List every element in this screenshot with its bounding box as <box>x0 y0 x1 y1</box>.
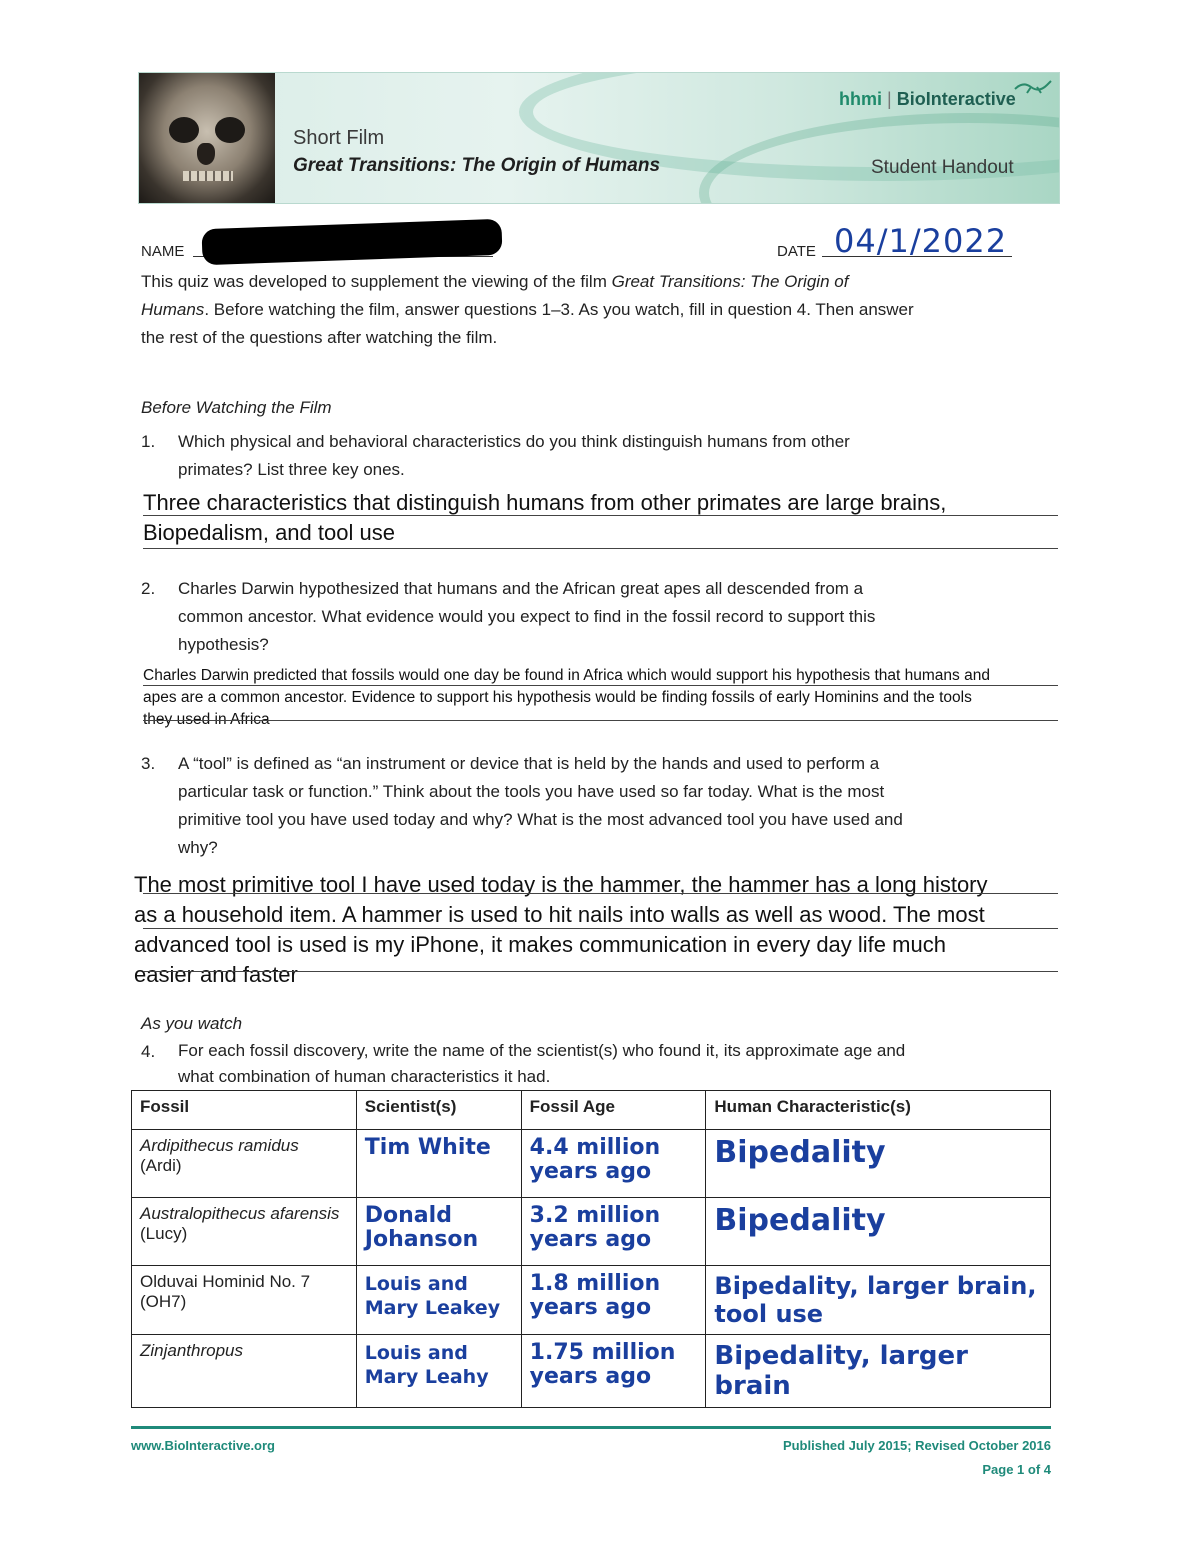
footer-url[interactable]: www.BioInteractive.org <box>131 1438 275 1453</box>
page-number: Page 1 of 4 <box>982 1462 1051 1477</box>
fossil-name: Olduvai Hominid No. 7 (OH7) <box>140 1272 311 1311</box>
fossil-cell <box>132 1335 357 1408</box>
fossil-table <box>131 1090 1051 1408</box>
footer-divider <box>131 1426 1051 1429</box>
q3-answer-line: advanced tool is used is my iPhone, it makes communication in every day life much <box>134 932 946 957</box>
logo-hhmi-text: hhmi <box>839 89 882 109</box>
q3-line: particular task or function.” Think about the tools you have used so far today. What is the most <box>178 782 885 801</box>
answer-line <box>143 971 1058 972</box>
age-cell: 1.8 million years ago <box>521 1266 706 1335</box>
film-type-label: Short Film <box>293 127 385 149</box>
q1-prompt <box>178 428 1058 484</box>
fossil-cell <box>132 1198 357 1266</box>
q2-answer-line: apes are a common ancestor. Evidence to support his hypothesis would be finding fossils of early Hominins and the tools <box>143 689 972 706</box>
q1-answer-line: Three characteristics that distinguish humans from other primates are large brains, <box>143 490 947 515</box>
answer-line <box>143 515 1058 516</box>
header-banner <box>138 72 1060 204</box>
q2-answer-line: they used in Africa <box>143 711 270 728</box>
q2-line: Charles Darwin hypothesized that humans and the African great apes all descended from a <box>178 579 864 598</box>
scientist-cell: Tim White <box>356 1130 521 1198</box>
answer-line <box>143 928 1058 929</box>
fossil-species: Australopithecus afarensis <box>140 1204 340 1223</box>
intro-text: This quiz was developed to supplement the viewing of the film <box>141 272 612 291</box>
handout-label: Student Handout <box>871 157 1014 178</box>
age-cell: 4.4 million years ago <box>521 1130 706 1198</box>
q3-line: primitive tool you have used today and why? What is the most advanced tool you have used and <box>178 810 903 829</box>
answer-line <box>143 685 1058 686</box>
q2-answer-line: Charles Darwin predicted that fossils would one day be found in Africa which would support his hypothesis that humans and <box>143 667 990 684</box>
q3-number: 3. <box>141 754 156 773</box>
q1-line: primates? List three key ones. <box>178 460 405 479</box>
logo-biointeractive-text: BioInteractive <box>896 89 1016 109</box>
section-heading-before: Before Watching the Film <box>141 398 332 417</box>
traits-cell: Bipedality, larger brain, tool use <box>706 1266 1051 1335</box>
q3-line: why? <box>178 838 218 857</box>
traits-cell: Bipedality, larger brain <box>706 1335 1051 1408</box>
q4-number: 4. <box>141 1042 156 1061</box>
table-row <box>132 1266 1051 1335</box>
fossil-nickname: (Ardi) <box>140 1156 182 1175</box>
q3-line: A “tool” is defined as “an instrument or device that is held by the hands and used to perform a <box>178 754 880 773</box>
fossil-species: Zinjanthropus <box>140 1341 244 1360</box>
q3-answer <box>134 870 988 990</box>
q4-line: what combination of human characteristics it had. <box>178 1067 551 1086</box>
age-cell: 3.2 million years ago <box>521 1198 706 1266</box>
answer-line <box>143 548 1058 549</box>
q3-answer-line: as a household item. A hammer is used to hit nails into walls as well as wood. The most <box>134 902 985 927</box>
footer-published: Published July 2015; Revised October 2016 <box>782 1438 1051 1453</box>
intro-film-title: Great Transitions: The Origin of <box>611 272 849 291</box>
date-value: 04/1/2022 <box>834 222 1008 260</box>
age-cell: 1.75 million years ago <box>521 1335 706 1408</box>
table-row <box>132 1130 1051 1198</box>
q3-prompt <box>178 750 1058 862</box>
q3-answer-line: easier and faster <box>134 962 298 987</box>
intro-paragraph <box>141 268 1061 352</box>
q1-answer <box>143 488 946 548</box>
lizard-icon <box>1013 77 1053 101</box>
scientist-cell: Louis and Mary Leakey <box>356 1266 521 1335</box>
answer-line <box>143 893 1058 894</box>
fossil-species: Ardipithecus ramidus <box>140 1136 299 1155</box>
fossil-cell <box>132 1266 357 1335</box>
q1-answer-line: Biopedalism, and tool use <box>143 520 395 545</box>
q2-number: 2. <box>141 579 156 598</box>
date-label: DATE <box>777 243 816 260</box>
traits-cell: Bipedality <box>706 1130 1051 1198</box>
q4-prompt <box>178 1038 1058 1090</box>
column-header: Fossil <box>132 1091 357 1130</box>
table-row <box>132 1198 1051 1266</box>
intro-film-title: Humans <box>141 300 205 319</box>
column-header: Scientist(s) <box>356 1091 521 1130</box>
answer-line <box>143 720 1058 721</box>
q2-line: hypothesis? <box>178 635 269 654</box>
film-title: Great Transitions: The Origin of Humans <box>293 155 661 176</box>
intro-text: the rest of the questions after watching the film. <box>141 328 498 347</box>
column-header: Human Characteristic(s) <box>706 1091 1051 1130</box>
section-heading-watch: As you watch <box>141 1014 243 1033</box>
scientist-cell: Louis and Mary Leahy <box>356 1335 521 1408</box>
scientist-cell: Donald Johanson <box>356 1198 521 1266</box>
traits-cell: Bipedality <box>706 1198 1051 1266</box>
q2-line: common ancestor. What evidence would you expect to find in the fossil record to support this <box>178 607 876 626</box>
q1-number: 1. <box>141 432 156 451</box>
q1-line: Which physical and behavioral characteristics do you think distinguish humans from other <box>178 432 850 451</box>
q2-prompt <box>178 575 1058 659</box>
fossil-cell <box>132 1130 357 1198</box>
skull-image <box>139 73 275 203</box>
intro-text: . Before watching the film, answer questions 1–3. As you watch, fill in question 4. Then answer <box>204 300 914 319</box>
column-header: Fossil Age <box>521 1091 706 1130</box>
name-label: NAME <box>141 243 185 260</box>
name-redaction <box>201 219 502 265</box>
logo-separator: | <box>887 89 892 109</box>
table-row <box>132 1335 1051 1408</box>
fossil-nickname: (Lucy) <box>140 1224 188 1243</box>
q4-line: For each fossil discovery, write the name of the scientist(s) who found it, its approximate age and <box>178 1041 906 1060</box>
q3-answer-line: The most primitive tool I have used today is the hammer, the hammer has a long history <box>134 872 988 897</box>
hhmi-logo <box>839 89 1016 110</box>
q2-answer <box>143 665 990 731</box>
table-header-row <box>132 1091 1051 1130</box>
